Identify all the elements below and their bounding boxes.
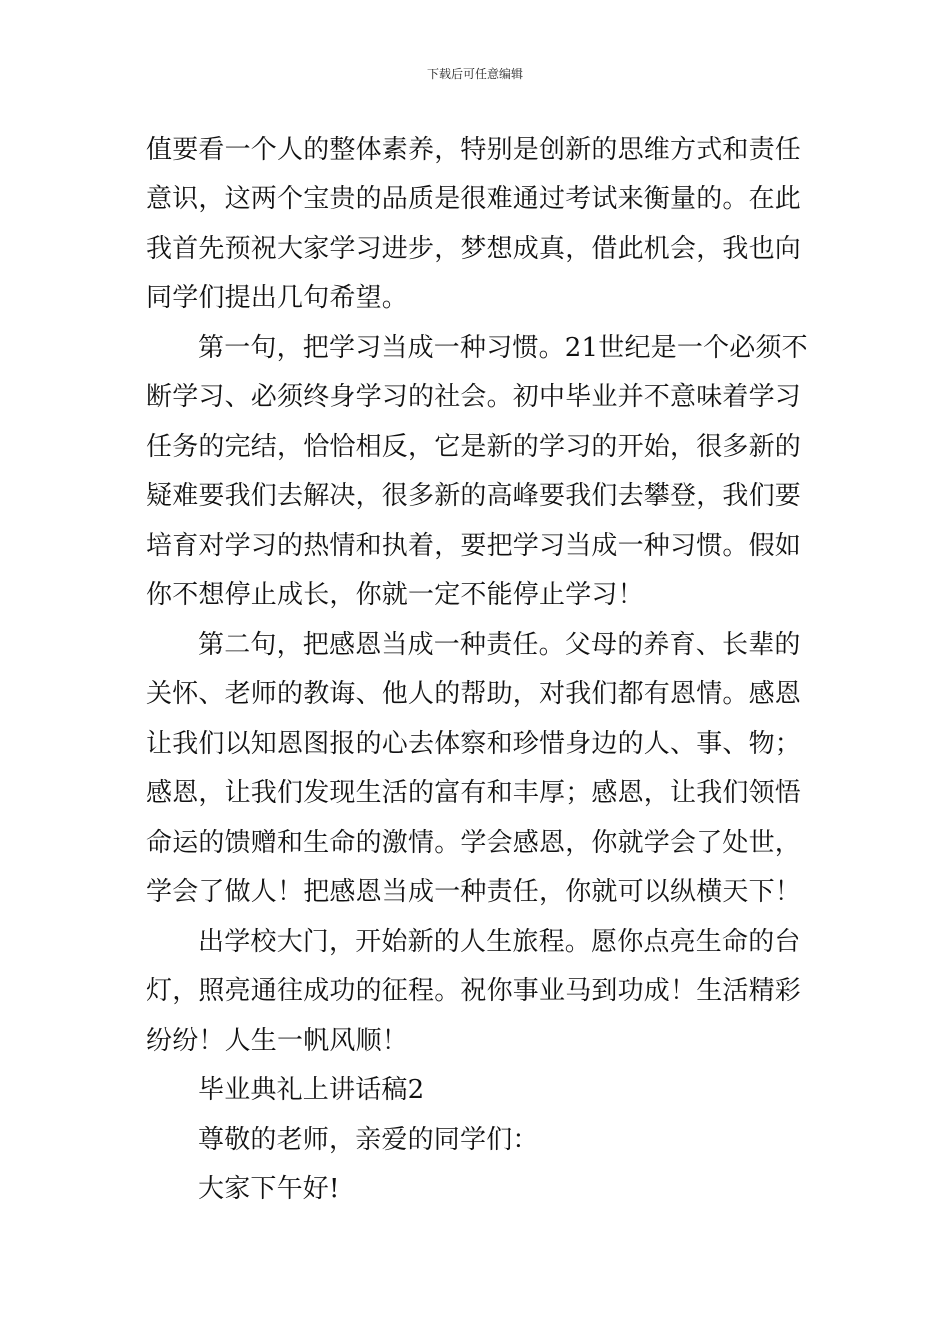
text-line: 命运的馈赠和生命的激情。学会感恩，你就学会了处世， — [146, 828, 802, 858]
greeting: 大家下午好! — [198, 1174, 340, 1204]
text-line: 同学们提出几句希望。 — [146, 283, 409, 313]
paragraph-first-line: 出学校大门，开始新的人生旅程。愿你点亮生命的台 — [198, 927, 801, 957]
text-line: 学会了做人！把感恩当成一种责任，你就可以纵横天下！ — [146, 877, 802, 907]
text-line: 你不想停止成长，你就一定不能停止学习！ — [146, 580, 644, 610]
text-line: 任务的完结，恰恰相反，它是新的学习的开始，很多新的 — [146, 432, 802, 462]
paragraph-first-line: 第一句，把学习当成一种习惯。21世纪是一个必须不 — [198, 333, 808, 363]
text-line: 纷纷！人生一帆风顺！ — [146, 1026, 409, 1056]
text-line: 值要看一个人的整体素养，特别是创新的思维方式和责任 — [146, 135, 802, 165]
paragraph-first-line: 第二句，把感恩当成一种责任。父母的养育、长辈的 — [198, 630, 801, 660]
text-line: 断学习、必须终身学习的社会。初中毕业并不意味着学习 — [146, 382, 802, 412]
text-line: 灯，照亮通往成功的征程。祝你事业马到功成！生活精彩 — [146, 976, 802, 1006]
header-note: 下载后可任意编辑 — [426, 67, 523, 81]
text-line: 我首先预祝大家学习进步，梦想成真，借此机会，我也向 — [146, 234, 802, 264]
text-line: 感恩，让我们发现生活的富有和丰厚；感恩，让我们领悟 — [146, 778, 802, 808]
section-heading: 毕业典礼上讲话稿2 — [198, 1075, 425, 1105]
text-line: 让我们以知恩图报的心去体察和珍惜身边的人、事、物； — [146, 729, 802, 759]
text-line: 培育对学习的热情和执着，要把学习当成一种习惯。假如 — [146, 531, 802, 561]
text-line: 意识，这两个宝贵的品质是很难通过考试来衡量的。在此 — [146, 184, 802, 214]
salutation: 尊敬的老师，亲爱的同学们： — [198, 1125, 539, 1155]
text-line: 疑难要我们去解决，很多新的高峰要我们去攀登，我们要 — [146, 481, 802, 511]
text-line: 关怀、老师的教诲、他人的帮助，对我们都有恩情。感恩 — [146, 679, 802, 709]
